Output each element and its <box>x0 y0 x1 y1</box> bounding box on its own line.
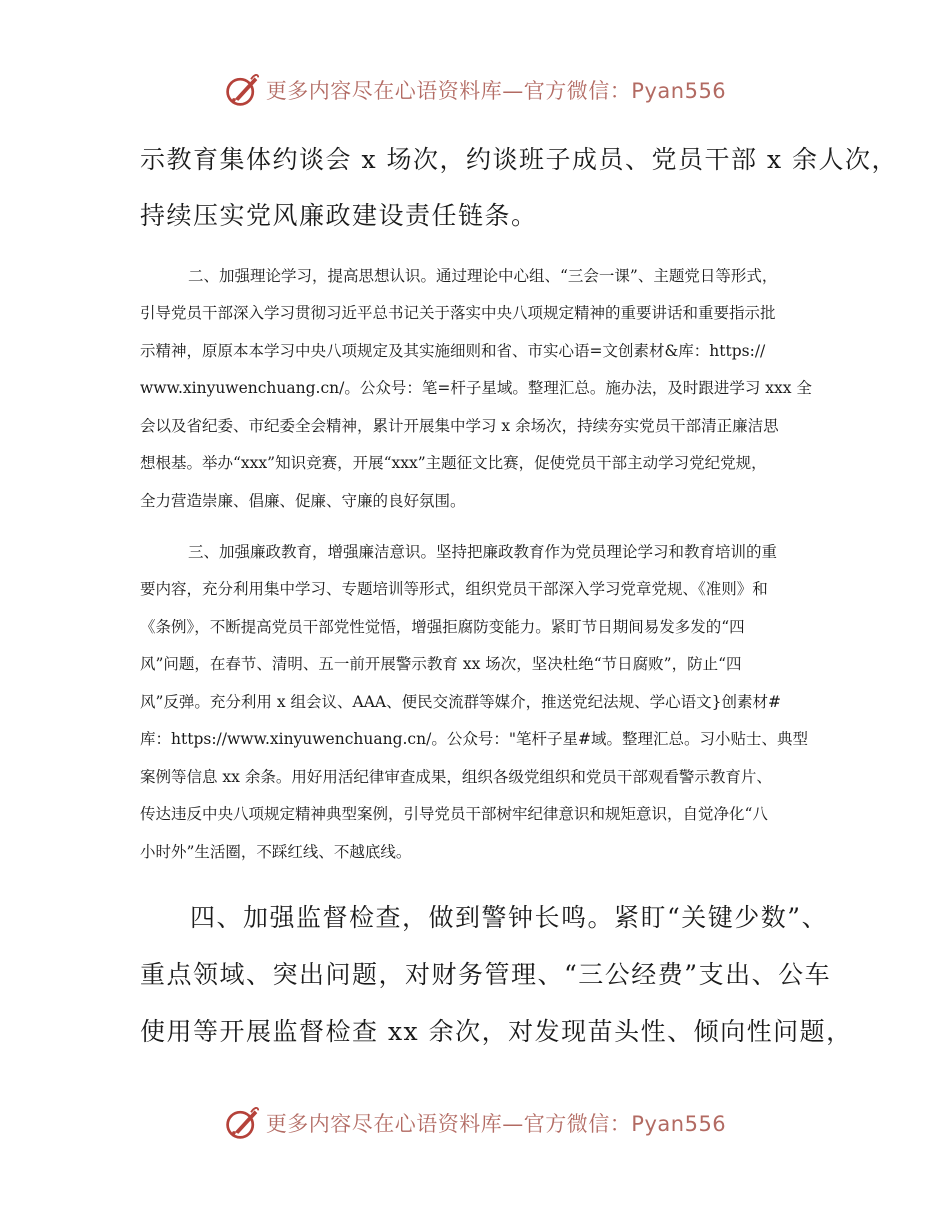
text-line: 使用等开展监督检查 xx 余次，对发现苗头性、倾向性问题， <box>140 1017 853 1046</box>
text-line: 风”反弹。充分利用 x 组会议、AAA、便民交流群等媒介，推送党纪法规、学心语文}创素材# <box>140 693 781 711</box>
text-line: 三、加强廉政教育，增强廉洁意识。坚持把廉政教育作为党员理论学习和教育培训的重 <box>188 543 778 561</box>
text-line: 示精神，原原本本学习中央八项规定及其实施细则和省、市实心语=文创素材&库：https:// <box>140 342 766 360</box>
banner-text: 更多内容尽在心语资料库—官方微信：Pyan556 <box>265 1112 727 1136</box>
text-line: www.xinyuwenchuang.cn/。公众号：笔=杆子星域。整理汇总。施办法，及时跟进学习 xxx 全 <box>140 379 812 397</box>
text-line: 《条例》，不断提高党员干部党性觉悟，增强拒腐防变能力。紧盯节日期间易发多发的“四 <box>140 618 745 636</box>
text-line: 库：https://www.xinyuwenchuang.cn/。公众号："笔杆子星#域。整理汇总。习小贴士、典型 <box>140 730 808 748</box>
text-line: 会以及省纪委、市纪委全会精神，累计开展集中学习 x 余场次，持续夯实党员干部清正廉洁思 <box>140 417 779 435</box>
text-line: 引导党员干部深入学习贯彻习近平总书记关于落实中央八项规定精神的重要讲话和重要指示批 <box>140 304 776 322</box>
quill-pen-logo-icon <box>224 72 260 108</box>
text-line: 想根基。举办“xxx”知识竞赛，开展“xxx”主题征文比赛，促使党员干部主动学习党纪党规， <box>140 454 767 472</box>
text-line: 案例等信息 xx 余条。用好用活纪律审查成果，组织各级党组织和党员干部观看警示教育片、 <box>140 768 772 786</box>
text-line: 小时外”生活圈，不踩红线、不越底线。 <box>140 843 412 861</box>
footer-banner <box>0 1103 950 1143</box>
text-line: 持续压实党风廉政建设责任链条。 <box>140 201 538 230</box>
text-line: 示教育集体约谈会 x 场次，约谈班子成员、党员干部 x 余人次， <box>140 145 898 174</box>
text-line: 二、加强理论学习，提高思想认识。通过理论中心组、“三会一课”、主题党日等形式， <box>188 267 778 285</box>
header-banner <box>0 70 950 110</box>
text-line: 风”问题，在春节、清明、五一前开展警示教育 xx 场次，坚决杜绝“节日腐败”，防止“四 <box>140 655 742 673</box>
text-line: 传达违反中央八项规定精神典型案例，引导党员干部树牢纪律意识和规矩意识，自觉净化“八 <box>140 805 768 823</box>
text-line: 四、加强监督检查，做到警钟长鸣。紧盯“关键少数”、 <box>190 903 829 932</box>
banner-text: 更多内容尽在心语资料库—官方微信：Pyan556 <box>265 79 727 103</box>
text-line: 重点领域、突出问题，对财务管理、“三公经费”支出、公车 <box>140 960 832 989</box>
quill-pen-logo-icon <box>224 1105 260 1141</box>
text-line: 全力营造崇廉、倡廉、促廉、守廉的良好氛围。 <box>140 492 466 510</box>
text-line: 要内容，充分利用集中学习、专题培训等形式，组织党员干部深入学习党章党规、《准则》和 <box>140 580 768 598</box>
